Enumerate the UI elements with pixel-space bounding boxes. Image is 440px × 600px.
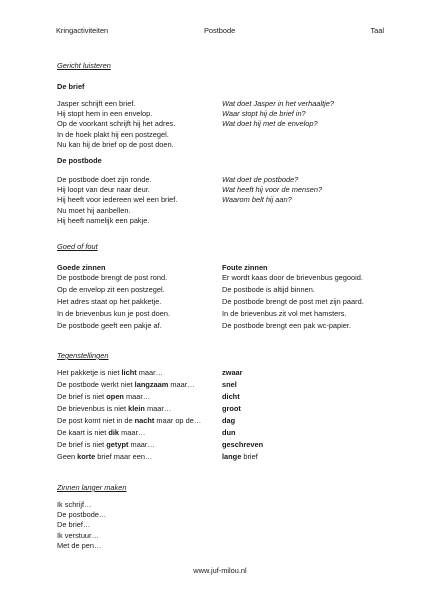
sentence-starter: Ik schrijf… (57, 500, 92, 509)
opposite-prompt: De brievenbus is niet klein maar… (57, 404, 172, 413)
opposite-row (57, 368, 397, 378)
goed-fout-row (57, 273, 397, 283)
good-sentences-header: Goede zinnen (57, 263, 106, 272)
story-line: Jasper schrijft een brief. (57, 99, 136, 108)
sentence-starter: De brief… (57, 520, 91, 530)
opposite-prompt: De brief is niet getypt maar… (57, 440, 155, 449)
questions-de-postbode (222, 175, 322, 206)
story-line: Hij heeft voor iedereen wel een brief. (57, 195, 178, 205)
story-line: De postbode doet zijn ronde. (57, 175, 152, 184)
sentence-starters (57, 500, 106, 551)
wrong-sentence: In de brievenbus zit vol met hamsters. (222, 309, 347, 318)
sentence-starter: Met de pen… (57, 540, 102, 550)
sentence-starter: Ik verstuur… (57, 530, 99, 540)
opposite-row (57, 416, 397, 426)
goed-fout-header-row (57, 263, 397, 273)
wrong-sentence: De postbode is altijd binnen. (222, 285, 315, 294)
opposite-prompt: De kaart is niet dik maar… (57, 428, 146, 437)
good-sentence: De postbode geeft een pakje af. (57, 321, 162, 330)
opposite-answer: groot (222, 404, 241, 413)
question-line: Wat doet de postbode? (222, 175, 299, 184)
opposite-row (57, 392, 397, 402)
opposite-answer: zwaar (222, 368, 243, 377)
wrong-sentence: De postbode brengt de post met zijn paard. (222, 297, 364, 306)
opposite-answer: snel (222, 380, 237, 389)
story-line: Hij stopt hem in een envelop. (57, 109, 153, 119)
header-center: Postbode (204, 26, 236, 35)
header-right: Taal (370, 26, 384, 35)
footer-website: www.juf-milou.nl (193, 566, 247, 575)
header-left: Kringactiviteiten (56, 26, 109, 35)
opposite-row (57, 428, 397, 438)
opposite-prompt: De post komt niet in de nacht maar op de… (57, 416, 202, 425)
subtitle-de-postbode: De postbode (57, 156, 102, 165)
goed-fout-row (57, 309, 397, 319)
story-line: Hij loopt van deur naar deur. (57, 185, 150, 195)
section-title-zinnen-langer-maken: Zinnen langer maken (57, 483, 127, 492)
question-line: Waarom belt hij aan? (222, 195, 292, 205)
opposite-answer: lange brief (222, 452, 258, 461)
good-sentence: Op de envelop zit een postzegel. (57, 285, 165, 294)
page-header (0, 26, 440, 36)
goed-fout-row (57, 321, 397, 331)
section-title-goed-of-fout: Goed of fout (57, 242, 98, 251)
sentence-starter: De postbode… (57, 510, 107, 520)
opposite-answer: geschreven (222, 440, 264, 449)
opposite-prompt: Het pakketje is niet licht maar… (57, 368, 163, 377)
opposite-row (57, 440, 397, 450)
subtitle-de-brief: De brief (57, 82, 85, 91)
goed-fout-row (57, 285, 397, 295)
story-de-postbode (57, 175, 177, 226)
questions-de-brief (222, 99, 334, 130)
section-title-gericht-luisteren: Gericht luisteren (57, 61, 111, 70)
story-de-brief (57, 99, 175, 150)
opposite-row (57, 452, 397, 462)
question-line: Wat doet hij met de envelop? (222, 119, 318, 129)
opposite-prompt: De postbode werkt niet langzaam maar… (57, 380, 195, 389)
story-line: Op de voorkant schrijft hij het adres. (57, 119, 176, 129)
wrong-sentences-header: Foute zinnen (222, 263, 268, 272)
opposite-prompt: De brief is niet open maar… (57, 392, 151, 401)
opposite-row (57, 404, 397, 414)
story-line: Nu kan hij de brief op de post doen. (57, 139, 174, 149)
story-line: Hij heeft namelijk een pakje. (57, 215, 150, 225)
question-line: Wat heeft hij voor de mensen? (222, 185, 323, 195)
story-line: Nu moet hij aanbellen. (57, 205, 131, 215)
good-sentence: Het adres staat op het pakketje. (57, 297, 162, 306)
wrong-sentence: De postbode brengt een pak wc-papier. (222, 321, 352, 330)
good-sentence: In de brievenbus kun je post doen. (57, 309, 170, 318)
opposite-answer: dun (222, 428, 236, 437)
question-line: Wat doet Jasper in het verhaaltje? (222, 99, 335, 108)
opposite-answer: dag (222, 416, 236, 425)
story-line: In de hoek plakt hij een postzegel. (57, 129, 169, 139)
goed-fout-row (57, 297, 397, 307)
wrong-sentence: Er wordt kaas door de brievenbus gegooid. (222, 273, 363, 282)
question-line: Waar stopt hij de brief in? (222, 109, 306, 119)
good-sentence: De postbode brengt de post rond. (57, 273, 168, 282)
opposite-answer: dicht (222, 392, 240, 401)
opposite-row (57, 380, 397, 390)
section-title-tegenstellingen: Tegenstellingen (57, 351, 109, 360)
opposite-prompt: Geen korte brief maar een… (57, 452, 153, 461)
